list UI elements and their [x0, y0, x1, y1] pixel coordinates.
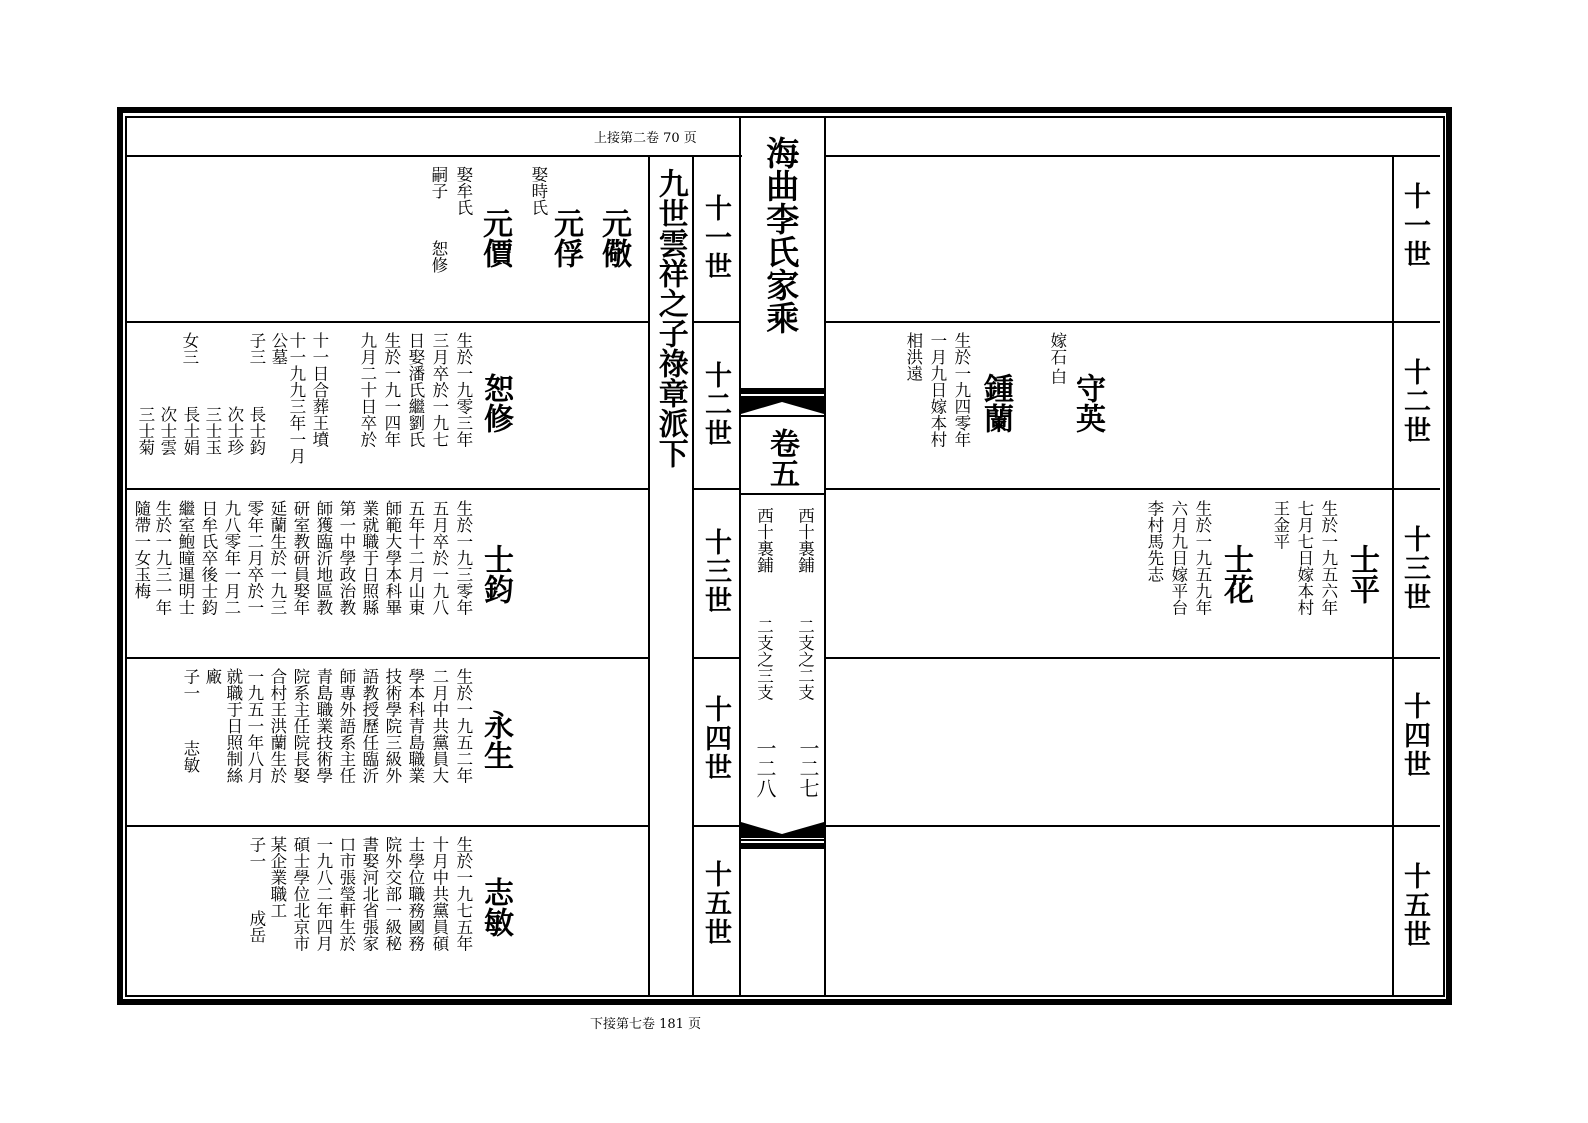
person-name: 元儆	[596, 208, 631, 268]
child-name: 成岳	[246, 910, 266, 943]
bio-line: 七月七日嫁本村	[1294, 500, 1314, 616]
bio-line: 生於一九七五年	[453, 836, 473, 952]
daughter-count: 女三	[179, 332, 199, 365]
top-page-link: 上接第二卷 70 页	[594, 131, 697, 146]
row-line	[826, 825, 1440, 827]
bio-line: 九月二十日卒於	[357, 332, 377, 448]
bio-line: 王金平	[1270, 500, 1290, 550]
bio-line: 院外交部一級秘	[382, 836, 402, 952]
gen-label-right-11: 十一世	[1399, 182, 1430, 269]
child-name: 長士鈞	[246, 406, 266, 456]
person-name: 鍾蘭	[978, 373, 1013, 433]
header-divider-right	[826, 155, 1440, 157]
spine-location-1: 西十裏鋪	[795, 507, 815, 573]
bio-line: 學本科青島職業	[405, 668, 425, 784]
gen-label-right-15: 十五世	[1399, 862, 1430, 949]
row-line	[127, 657, 648, 659]
gen-label-left-12: 十二世	[700, 361, 731, 448]
bio-line: 李村馬先志	[1144, 500, 1164, 583]
book-title: 海曲李氏家乘	[761, 136, 801, 334]
spine-right-line	[824, 118, 826, 997]
row-line	[694, 657, 739, 659]
row-line	[694, 825, 739, 827]
bio-line: 子三	[246, 332, 266, 365]
bottom-page-link: 下接第七卷 181 页	[590, 1017, 702, 1032]
bio-line: 生於一九三一年	[152, 500, 172, 616]
spine-branch-2: 二支之三支	[754, 618, 774, 701]
person-note: 嫁石	[1047, 332, 1067, 365]
bio-line: 延蘭生於一九三	[267, 500, 287, 616]
bio-line: 生於一九五九年	[1192, 500, 1212, 616]
bio-line: 十一九九三年一月	[286, 332, 306, 464]
volume-number: 卷五	[764, 428, 799, 488]
bio-line: 公墓	[268, 332, 288, 365]
bio-line: 生於一九五六年	[1318, 500, 1338, 616]
bio-line: 青島職業技術學	[313, 668, 333, 784]
row-line	[127, 825, 648, 827]
child-name: 志敏	[180, 740, 200, 773]
child-name: 長士娟	[180, 406, 200, 456]
fishtail-bottom	[741, 822, 824, 850]
gen-label-right-13: 十三世	[1399, 525, 1430, 612]
person-note: 娶牟氏	[453, 166, 473, 216]
gen-label-right-12: 十二世	[1399, 358, 1430, 445]
bio-line: 六月九日嫁平台	[1168, 500, 1188, 616]
bio-line: 相洪遠	[903, 332, 923, 382]
bio-line: 師專外語系主任	[336, 668, 356, 784]
person-name: 永生	[478, 710, 513, 770]
bio-line: 某企業職工	[267, 836, 287, 919]
gen-label-left-13: 十三世	[700, 528, 731, 615]
child-name: 次士雲	[157, 406, 177, 456]
row-line	[694, 321, 739, 323]
page-number-127: 一二七	[796, 738, 820, 798]
bio-line: 一九八二年四月	[313, 836, 333, 952]
person-name: 士花	[1218, 544, 1253, 604]
row-line	[826, 657, 1440, 659]
bio-line: 就職于日照制絲	[223, 668, 243, 784]
bio-line: 士學位職務國務	[405, 836, 425, 952]
bio-line: 隨帶一女玉梅	[131, 500, 151, 599]
bio-line: 五月卒於一九八	[429, 500, 449, 616]
gen-col-right-line	[1392, 155, 1394, 997]
gen-label-left-11: 十一世	[700, 194, 731, 281]
row-line	[127, 321, 648, 323]
person-name: 士鈞	[478, 544, 513, 604]
child-name: 次士珍	[224, 406, 244, 456]
bio-line: 生於一九一四年	[381, 332, 401, 448]
branch-col-right	[692, 155, 694, 997]
bio-line: 生於一九五二年	[453, 668, 473, 784]
bio-line: 子一	[246, 836, 266, 869]
bio-line: 業就職于日照縣	[359, 500, 379, 616]
bio-line: 日娶潘氏繼劉氏	[405, 332, 425, 448]
bio-line: 書娶河北省張家	[359, 836, 379, 952]
bio-line: 口市張瑩軒生於	[336, 836, 356, 952]
bio-line: 十月中共黨員碩	[429, 836, 449, 952]
bio-line: 語教授歷任臨沂	[359, 668, 379, 784]
bio-line: 院系主任院長娶	[290, 668, 310, 784]
bio-line: 二月中共黨員大	[429, 668, 449, 784]
bio-line: 廠	[202, 668, 222, 685]
person-note: 娶時氏	[528, 166, 548, 216]
fishtail-top	[741, 388, 824, 418]
bio-line: 三月卒於一九七	[429, 332, 449, 448]
bio-line: 合村王洪蘭生於	[267, 668, 287, 784]
bio-line: 技術學院三級外	[382, 668, 402, 784]
bio-line: 日牟氏卒後士鈞	[198, 500, 218, 616]
gen-label-left-15: 十五世	[700, 860, 731, 947]
person-note: 嗣子	[428, 166, 448, 199]
bio-line: 師範大學本科畢	[382, 500, 402, 616]
person-name: 恕修	[478, 373, 513, 433]
child-name: 三士玉	[202, 406, 222, 456]
spine-location-2: 西十裏鋪	[754, 507, 774, 573]
bio-line: 十一日合葬王墳	[309, 332, 329, 448]
branch-label: 九世雲祥之子祿章派下	[652, 168, 688, 468]
child-name: 三士菊	[135, 406, 155, 456]
bio-line: 生於一九零三年	[453, 332, 473, 448]
branch-col-left	[648, 155, 650, 997]
spine-left-line	[739, 118, 741, 997]
person-name: 元價	[477, 208, 512, 268]
row-line	[127, 488, 648, 490]
person-note: 白	[1047, 368, 1067, 385]
person-name: 元俘	[548, 208, 583, 268]
person-name: 志敏	[478, 877, 513, 937]
person-name: 士平	[1344, 544, 1379, 604]
person-note: 恕修	[428, 240, 448, 273]
bio-line: 師獲臨沂地區教	[313, 500, 333, 616]
bio-line: 繼室鮑曈暹明士	[175, 500, 195, 616]
gen-label-left-14: 十四世	[700, 695, 731, 782]
bio-line: 生於一九三零年	[453, 500, 473, 616]
page-number-128: 一二八	[753, 738, 777, 798]
bio-line: 研室教研員娶年	[290, 500, 310, 616]
spine-branch-1: 二支之二支	[795, 618, 815, 701]
person-name: 守英	[1070, 373, 1105, 433]
bio-line: 五年十二月山東	[405, 500, 425, 616]
row-line	[826, 488, 1440, 490]
spine-divider	[741, 493, 824, 495]
bio-line: 子一	[180, 668, 200, 701]
bio-line: 九八零年一月二	[221, 500, 241, 616]
bio-line: 第一中學政治教	[336, 500, 356, 616]
gen-label-right-14: 十四世	[1399, 692, 1430, 779]
bio-line: 零年二月卒於一	[244, 500, 264, 616]
bio-line: 一月九日嫁本村	[927, 332, 947, 448]
row-line	[826, 321, 1440, 323]
row-line	[694, 488, 739, 490]
bio-line: 生於一九四零年	[951, 332, 971, 448]
bio-line: 一九五一年八月	[244, 668, 264, 784]
bio-line: 碩士學位北京市	[290, 836, 310, 952]
